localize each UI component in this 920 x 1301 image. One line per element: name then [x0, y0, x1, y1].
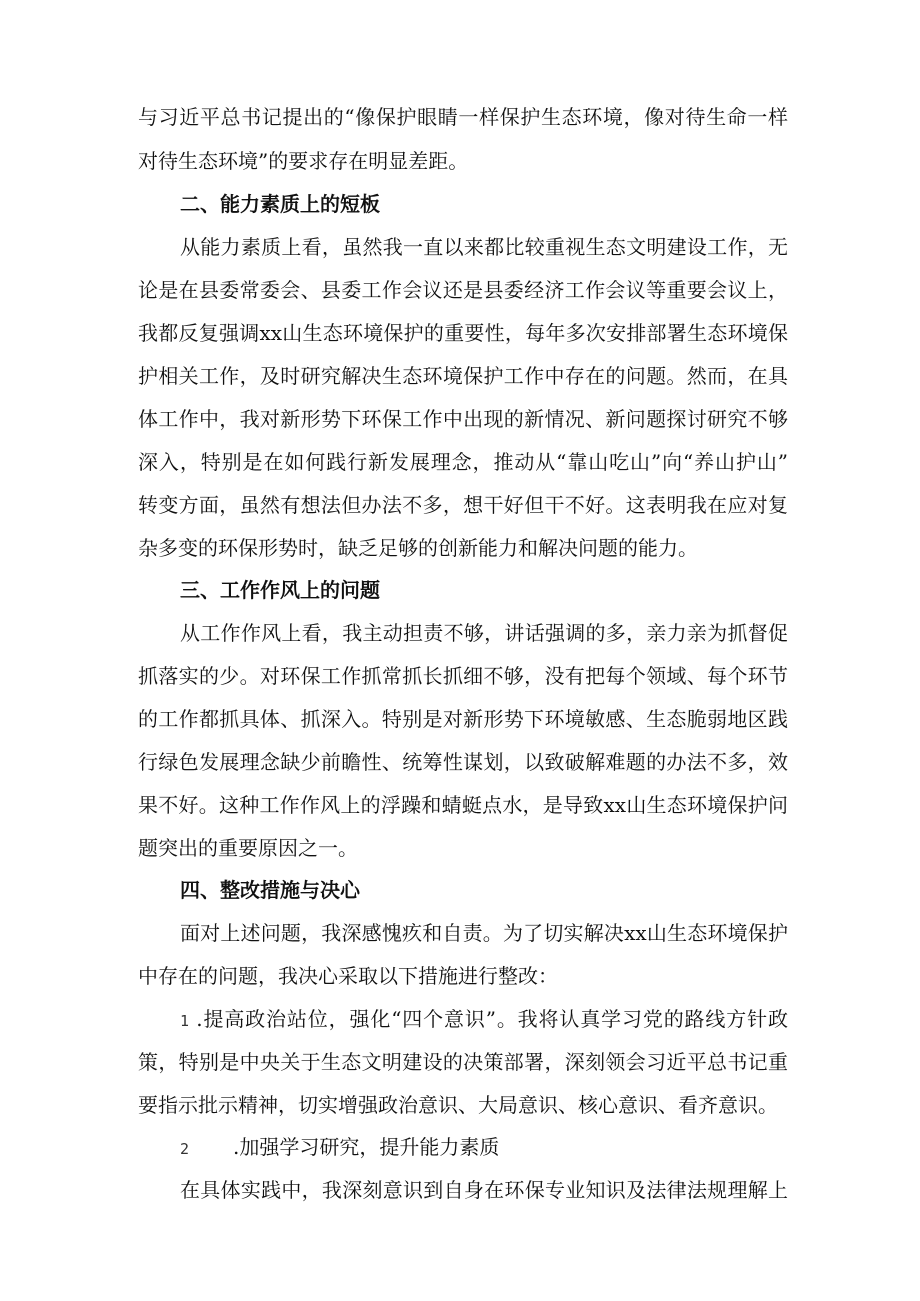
paragraph-line: 对待生态环境”的要求存在明显差距。: [138, 149, 469, 173]
paragraph-line: 与习近平总书记提出的“像保护眼睛一样保护生态环境，像对待生命一样: [138, 105, 788, 129]
list-item-1-number: 1: [180, 1012, 190, 1030]
paragraph-line: 从能力素质上看，虽然我一直以来都比较重视生态文明建设工作，无: [180, 235, 788, 259]
paragraph-line: 杂多变的环保形势时，缺乏足够的创新能力和解决问题的能力。: [138, 536, 698, 560]
list-item-1-line: [180, 1005, 788, 1035]
paragraph-line: 面对上述问题，我深感愧疚和自责。为了切实解决xx山生态环境保护: [180, 921, 788, 945]
list-item-2-text: .加强学习研究，提升能力素质: [233, 1135, 500, 1159]
paragraph-line: 深入，特别是在如何践行新发展理念，推动从“靠山吃山”向“养山护山”: [138, 450, 788, 474]
paragraph-line: 转变方面，虽然有想法但办法不多，想干好但干不好。这表明我在应对复: [138, 493, 788, 517]
paragraph-line: 抓落实的少。对环保工作抓常抓长抓细不够，没有把每个领域、每个环节: [138, 664, 788, 688]
paragraph-line: 果不好。这种工作作风上的浮躁和蜻蜓点水，是导致xx山生态环境保护问: [138, 793, 788, 817]
section-heading-3: 三、工作作风上的问题: [180, 578, 380, 602]
section-heading-2: 二、能力素质上的短板: [180, 192, 380, 216]
paragraph-line: 中存在的问题，我决心采取以下措施进行整改：: [138, 964, 558, 988]
list-item-2-line: [180, 1133, 499, 1163]
list-item-1-text: .提高政治站位，强化“四个意识”。我将认真学习党的路线方针政: [196, 1007, 788, 1031]
paragraph-line: 的工作都抓具体、抓深入。特别是对新形势下环境敏感、生态脆弱地区践: [138, 707, 788, 731]
section-heading-4: 四、整改措施与决心: [180, 878, 360, 902]
paragraph-line: 行绿色发展理念缺少前瞻性、统筹性谋划，以致破解难题的办法不多，效: [138, 750, 788, 774]
paragraph-line: 论是在县委常委会、县委工作会议还是县委经济工作会议等重要会议上，: [138, 278, 788, 302]
paragraph-line: 策，特别是中央关于生态文明建设的决策部署，深刻领会习近平总书记重: [138, 1050, 788, 1074]
paragraph-line: 我都反复强调xx山生态环境保护的重要性，每年多次安排部署生态环境保: [138, 321, 788, 345]
list-item-2-number: 2: [180, 1140, 190, 1158]
paragraph-line: 题突出的重要原因之一。: [138, 836, 358, 860]
paragraph-line: 从工作作风上看，我主动担责不够，讲话强调的多，亲力亲为抓督促: [180, 621, 788, 645]
paragraph-line: 护相关工作，及时研究解决生态环境保护工作中存在的问题。然而，在具: [138, 364, 788, 388]
paragraph-line: 体工作中，我对新形势下环保工作中出现的新情况、新问题探讨研究不够: [138, 407, 788, 431]
paragraph-line: 要指示批示精神，切实增强政治意识、大局意识、核心意识、看齐意识。: [138, 1093, 778, 1117]
paragraph-line: 在具体实践中，我深刻意识到自身在环保专业知识及法律法规理解上: [180, 1178, 788, 1202]
